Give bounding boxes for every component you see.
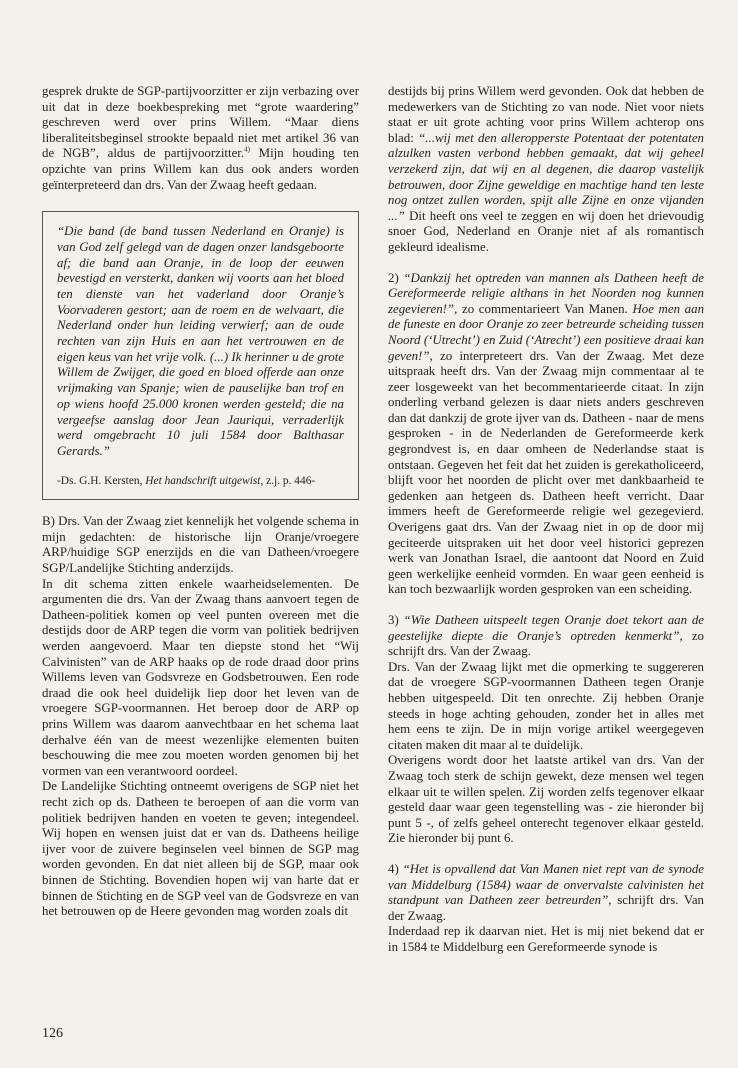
point-4-post: , schrijft drs. Van der Zwaag. [388, 893, 704, 923]
paragraph-right-1 [388, 84, 704, 256]
point-4-number: 4) [388, 861, 403, 876]
paragraph-b: B) Drs. Van der Zwaag ziet kennelijk het volgende schema in mijn gedachten: de historische lijn Oranje/vroegere ARP/huidige SGP enerzijds en die van Datheen/vroegere SGP/Landelijke Stichting anderzijds. [42, 514, 359, 576]
point-2-text: , zo interpreteert drs. Van der Zwaag. Met deze uitspraak heeft drs. Van der Zwaag mijn commentaar al te zeer losgeweekt van het becommentarieerde citaat. In zijn onderling verband gelezen is daar niets anders geschreven dan dat dankzij de grote ijver van ds. Datheen - naar de mens gesproken - in de Nederlanden de Gereformeerde kerk gegrondvest is, en daar omheen de Nederlandse staat is ontstaan. Gegeven het feit dat het zuiden is gerekatholiceerd, blijft voor het noorden de plicht over met dankbaarheid te gedenken aan hetgeen ds. Datheen heeft verricht. Daar immers heeft de Gereformeerde religie wel gezegevierd. Overigens gaat drs. Van der Zwaag niet in op de door mij geciteerde uitspraken uit het door veel historici geprezen werk van Jonathan Israel, die aantoont dat Noord en Zuid geen werkelijke eenheid vormden. En waar geen eenheid is kan toch bezwaarlijk worden gesproken van een scheiding. [388, 348, 704, 597]
quote-source-page: , z.j. p. 446- [260, 474, 316, 487]
left-column [42, 84, 359, 920]
page-number: 126 [42, 1026, 63, 1041]
quote-source [57, 474, 344, 490]
point-4-body: Inderdaad rep ik daarvan niet. Het is mij niet bekend dat er in 1584 te Middelburg een Gereformeerde synode is [388, 924, 704, 954]
quote-box [42, 211, 359, 500]
quote-text: “Die band (de band tussen Nederland en Oranje) is van God zelf gelegd van de dagen onzer landsgeboorte af; die band aan Oranje, in de loop der eeuwen bevestigd en versterkt, danken wij voorts aan het bloed ten dienste van het vaderland door Oranje’s Voorvaderen gestort; aan de roem en de welvaart, die Nederland onder hun leiding verwierf; aan de oude rechten van zijn Huis en aan het vertrouwen en de eigen keus van het vrije volk. (...) Ik herinner u de grote Willem de Zwijger, die goed en bloed offerde aan onze vrijmaking van Spanje; wien de pauselijke ban trof en op wiens hoofd 25.000 kronen werden gesteld; die na vergeefse aanslag door Jean Jauriqui, verraderlijk werd omgebracht 10 juli 1584 door Balthasar Gerards.” [57, 224, 344, 458]
point-4 [388, 862, 704, 924]
point-3-quote: “Wie Datheen uitspeelt tegen Oranje doet tekort aan de geestelijke diepte die Oranje’s optreden kenmerkt” [388, 613, 704, 643]
paragraph-b3: De Landelijke Stichting ontneemt overigens de SGP niet het recht zich op ds. Datheen te beroepen of aan die vorm van politiek bedrijven handen en voeten te geven; integendeel. Wij hopen en wensen juist dat er van ds. Datheens heilige ijver voor de zuivere beginselen veel binnen de SGP mag worden gevonden. En dat niet alleen bij de SGP, maar ook binnen de Stichting. Bovendien hopen wij van harte dat er binnen de Stichting en de SGP veel van de Godsvreze en van het betrouwen op de Heere gevonden mag worden zoals dit [42, 779, 359, 919]
right-column [388, 84, 704, 955]
quote-source-author: -Ds. G.H. Kersten, [57, 474, 143, 487]
point-2 [388, 271, 704, 598]
point-4-quote: “Het is opvallend dat Van Manen niet rept van de synode van Middelburg (1584) waar de onvervalste calvinisten het standpunt van Datheen zeer betreurden” [388, 861, 705, 908]
point-3 [388, 613, 704, 660]
point-2-quote: “Dankzij het optreden van mannen als Datheen heeft de Gereformeerde religie althans in het Noorden nog kunnen zegevieren!” [388, 270, 704, 316]
right-1-text: destijds bij prins Willem werd gevonden. Ook dat hebben de medewerkers van de Stichting zo van node. Niet voor niets staat er uit grote achting voor prins Willem achterop ons blad: [388, 84, 704, 145]
paragraph-intro-text: gesprek drukte de SGP-partijvoorzitter er zijn verbazing over uit dat in deze boekbespreking met “grote waardering” geschreven werd over prins Willem. “Maar diens liberaliteitsbeginsel strookte bepaald niet met artikel 36 van de NGB”, aldus de partijvoorzitter. [42, 84, 359, 161]
quote-source-title: Het handschrift uitgewist [145, 474, 261, 487]
footnote-ref: 4) [244, 146, 250, 155]
point-3-body: Drs. Van der Zwaag lijkt met die opmerking te suggereren dat de vroegere SGP-voormannen Datheen tegen Oranje hebben uitgespeeld. Dit ten onrechte. Zij hebben Oranje steeds in hoge achting gehouden, zonder het in alles met hem eens te zijn. De in mijn vorige artikel weergegeven citaten maken dit maar al te duidelijk. [388, 659, 704, 752]
point-3-post: , zo schrijft drs. Van der Zwaag. [388, 628, 705, 659]
point-2-mid: , zo commentarieert Van Manen. [454, 301, 633, 316]
paragraph-b2: In dit schema zitten enkele waarheidselementen. De argumenten die drs. Van der Zwaag thans aanvoert tegen de Datheen-politiek komen op veel punten overeen met die destijds door de ARP tegen die vorm van politiek bedrijven werden aangevoerd. Maar ten diepste stond het “Wij Calvinisten” van de ARP haaks op de rode draad door prins Willems leven van Godsvreze en Godsbetrouwen. Een rode draad die ook heel duidelijk liep door het leven van de vroegere SGP-voormannen. Het beroep door de ARP op prins Willem was daarom aanvechtbaar en het schema laat derhalve één van de meest wezenlijke elementen buiten beschouwing die mee zou moeten worden genomen bij het vormen van een verantwoord oordeel. [42, 576, 359, 778]
point-3-number: 3) [388, 613, 404, 627]
point-2-number: 2) [388, 270, 404, 285]
paragraph-intro [42, 84, 359, 193]
right-1-post: Dit heeft ons veel te zeggen en wij doen het drievoudig snoer God, Nederland en Oranje niet af als romantisch gekleurd idealisme. [388, 208, 704, 254]
point-2-quote-2: Hoe men aan de funeste en door Oranje zo zeer betreurde scheiding tussen Noord (‘Utrecht’) en Zuid (‘Atrecht’) een positieve draai kan geven!” [388, 301, 705, 363]
right-1-quote: “...wij met den alleropperste Potentaat der potentaten alzulken vasten verbond hebben gemaakt, dat wij geheel verzekerd zijn, dat wij en al degenen, die daarop vastelijk betrouwen, door Zijne geweldige en machtige hand ten leste nog ontzet zullen worden, spijt alle Zijne en onze vijanden ...” [388, 130, 704, 223]
point-3-body-2: Overigens wordt door het laatste artikel van drs. Van der Zwaag toch sterk de schijn gewekt, deze mensen wel tegen elkaar uit te willen spelen. Zij worden zelfs tegenover elkaar gesteld daar waar geen tegenstelling was - zie hieronder bij punt 5 -, of zelfs geheel onterecht tegenover elkaar gesteld. Zie hieronder bij punt 6. [388, 753, 704, 846]
paragraph-intro-cont: Mijn houding ten opzichte van prins Willem kan dus ook anders worden geïnterpreteerd dan drs. Van der Zwaag heeft gedaan. [42, 146, 359, 192]
